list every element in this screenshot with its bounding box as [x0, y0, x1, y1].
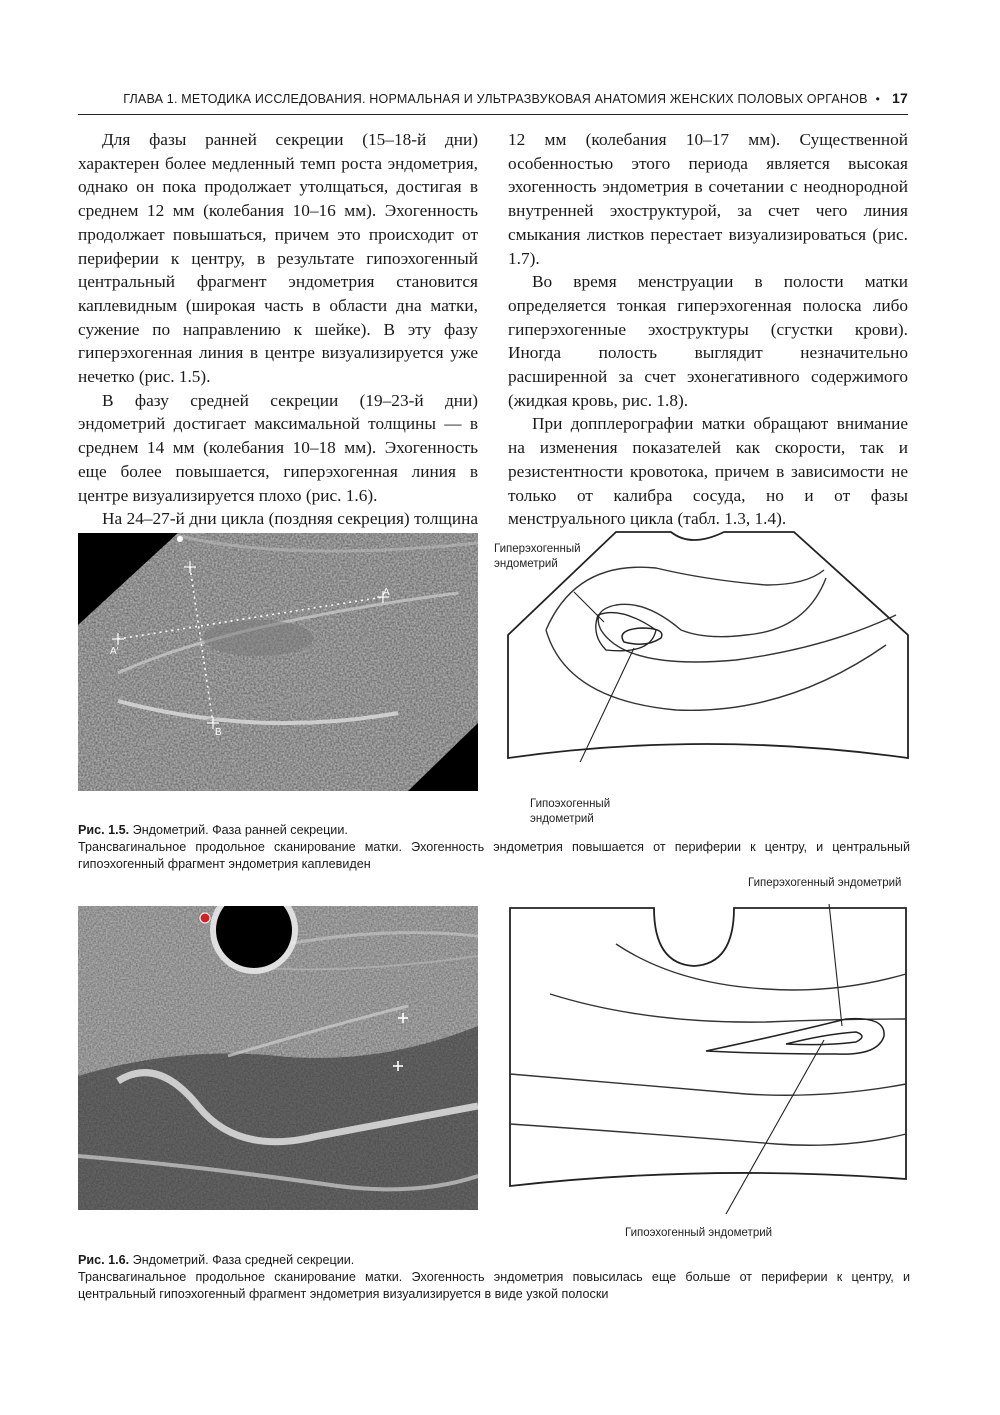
marker-a: A: [383, 587, 390, 598]
header-text: [123, 90, 908, 106]
chapter-title: ГЛАВА 1. МЕТОДИКА ИССЛЕДОВАНИЯ. НОРМАЛЬНАЯ И УЛЬТРАЗВУКОВАЯ АНАТОМИЯ ЖЕНСКИХ ПОЛОВЫХ ОРГАНОВ: [123, 92, 868, 106]
page-number: 17: [892, 90, 908, 106]
fig16-schematic-drawing: [506, 904, 910, 1214]
marker-b: B: [215, 727, 222, 738]
fig16-caption: [78, 1252, 910, 1303]
text-column-left: [78, 128, 478, 555]
header-bullet: •: [875, 92, 881, 106]
fig15-caption-title: Эндометрий. Фаза ранней секреции.: [132, 823, 348, 837]
fig16-caption-title: Эндометрий. Фаза средней секреции.: [132, 1253, 355, 1267]
fig16-caption-description: Трансвагинальное продольное сканирование матки. Эхогенность эндометрия повысилась еще больше от периферии к центру, и центральный гипоэхогенный фрагмент эндометрия визуализируется в виде узкой полоски: [78, 1270, 910, 1301]
marker-a-prime: A': [110, 646, 119, 657]
fig15-ultrasound-image: [78, 533, 478, 791]
fig16-label-hyperechoic: Гиперэхогенный эндометрий: [748, 877, 902, 889]
fig16-caption-number: Рис. 1.6.: [78, 1253, 130, 1267]
fig16-label-hypoechoic: Гипоэхогенный эндометрий: [625, 1227, 773, 1239]
paragraph: Во время менструации в полости матки определяется тонкая гиперэхогенная полоска либо гиперэхогенные эхоструктуры (сгустки крови). Иногда полость выглядит незначительно расширенной за счет эхонегативного содержимого (жидкая кровь, рис. 1.8).: [508, 272, 908, 410]
fig15-label-hyperechoic: Гиперэхогенный эндометрий: [494, 543, 581, 570]
paragraph: На 24–27-й дни цикла (поздняя секреция) толщина: [102, 509, 478, 529]
text-column-right: [508, 128, 908, 531]
paragraph: Для фазы ранней секреции (15–18-й дни) характерен более медленный темп роста эндометрия, однако он пока продолжает утолщаться, достигая в среднем 12 мм (колебания 10–16 мм). Эхогенность продолжает повышаться, причем это происходит от периферии к центру, в результате гипоэхогенный центральный фрагмент эндометрия становится каплевидным (широкая часть в области дна матки, сужение по направлению к шейке). В эту фазу гиперэхогенная линия в центре визуализируется уже нечетко (рис. 1.5).: [78, 130, 478, 387]
paragraph: При допплерографии матки обращают внимание на изменения показателей как скорости, так и резистентности кровотока, причем в зависимости не только от калибра сосуда, но и от фазы менструального цикла (табл. 1.3, 1.4).: [508, 414, 908, 529]
paragraph: В фазу средней секреции (19–23-й дни) эндометрий достигает максимальной толщины — в среднем 14 мм (колебания 10–18 мм). Эхогенность еще более повышается, гиперэхогенная линия в центре визуализируется плохо (рис. 1.6).: [78, 390, 478, 505]
paragraph: 12 мм (колебания 10–17 мм). Существенной особенностью этого периода является высокая эхогенность эндометрия в сочетании с неоднородной внутренней эхоструктурой, за счет чего линия смыкания листков перестает визуализироваться (рис. 1.7).: [508, 130, 908, 268]
fig15-label-hypoechoic: Гипоэхогенный эндометрий: [530, 798, 611, 825]
fig15-caption: [78, 822, 910, 873]
fig15-caption-description: Трансвагинальное продольное сканирование матки. Эхогенность эндометрия повышается от периферии к центру, и центральный гипоэхогенный фрагмент эндометрия каплевиден: [78, 840, 910, 871]
running-header: [78, 88, 908, 115]
fig15-caption-number: Рис. 1.5.: [78, 823, 130, 837]
fig16-ultrasound-image: [78, 906, 478, 1210]
